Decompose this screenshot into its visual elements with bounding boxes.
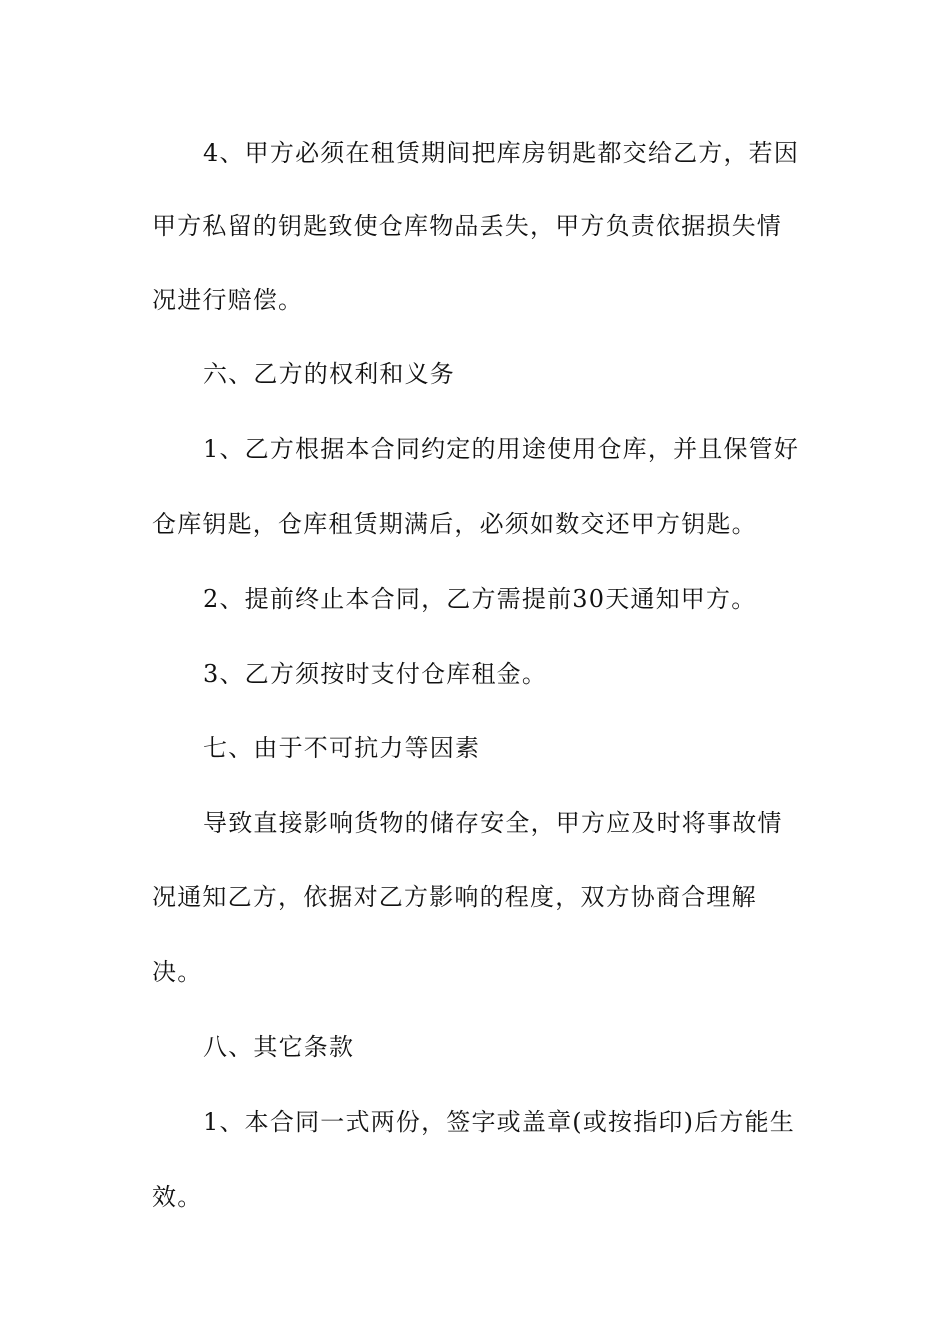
section-heading: 六、乙方的权利和义务 — [203, 360, 455, 388]
paragraph-line: 4、甲方必须在租赁期间把库房钥匙都交给乙方，若因 — [203, 139, 800, 167]
paragraph-line: 仓库钥匙，仓库租赁期满后，必须如数交还甲方钥匙。 — [152, 510, 757, 538]
paragraph-line: 3、乙方须按时支付仓库租金。 — [203, 660, 548, 688]
paragraph-line: 2、提前终止本合同，乙方需提前30天通知甲方。 — [203, 585, 757, 613]
paragraph-line: 甲方私留的钥匙致使仓库物品丢失，甲方负责依据损失情 — [152, 212, 782, 240]
paragraph-line: 导致直接影响货物的储存安全，甲方应及时将事故情 — [203, 809, 783, 837]
paragraph-line: 效。 — [152, 1183, 203, 1211]
section-heading: 七、由于不可抗力等因素 — [203, 734, 481, 762]
paragraph-line: 决。 — [152, 958, 203, 986]
paragraph-line: 1、本合同一式两份，签字或盖章(或按指印)后方能生 — [203, 1108, 795, 1136]
paragraph-line: 1、乙方根据本合同约定的用途使用仓库，并且保管好 — [203, 435, 800, 463]
paragraph-line: 况通知乙方，依据对乙方影响的程度，双方协商合理解 — [152, 883, 757, 911]
paragraph-line: 况进行赔偿。 — [152, 286, 304, 314]
section-heading: 八、其它条款 — [203, 1033, 355, 1061]
